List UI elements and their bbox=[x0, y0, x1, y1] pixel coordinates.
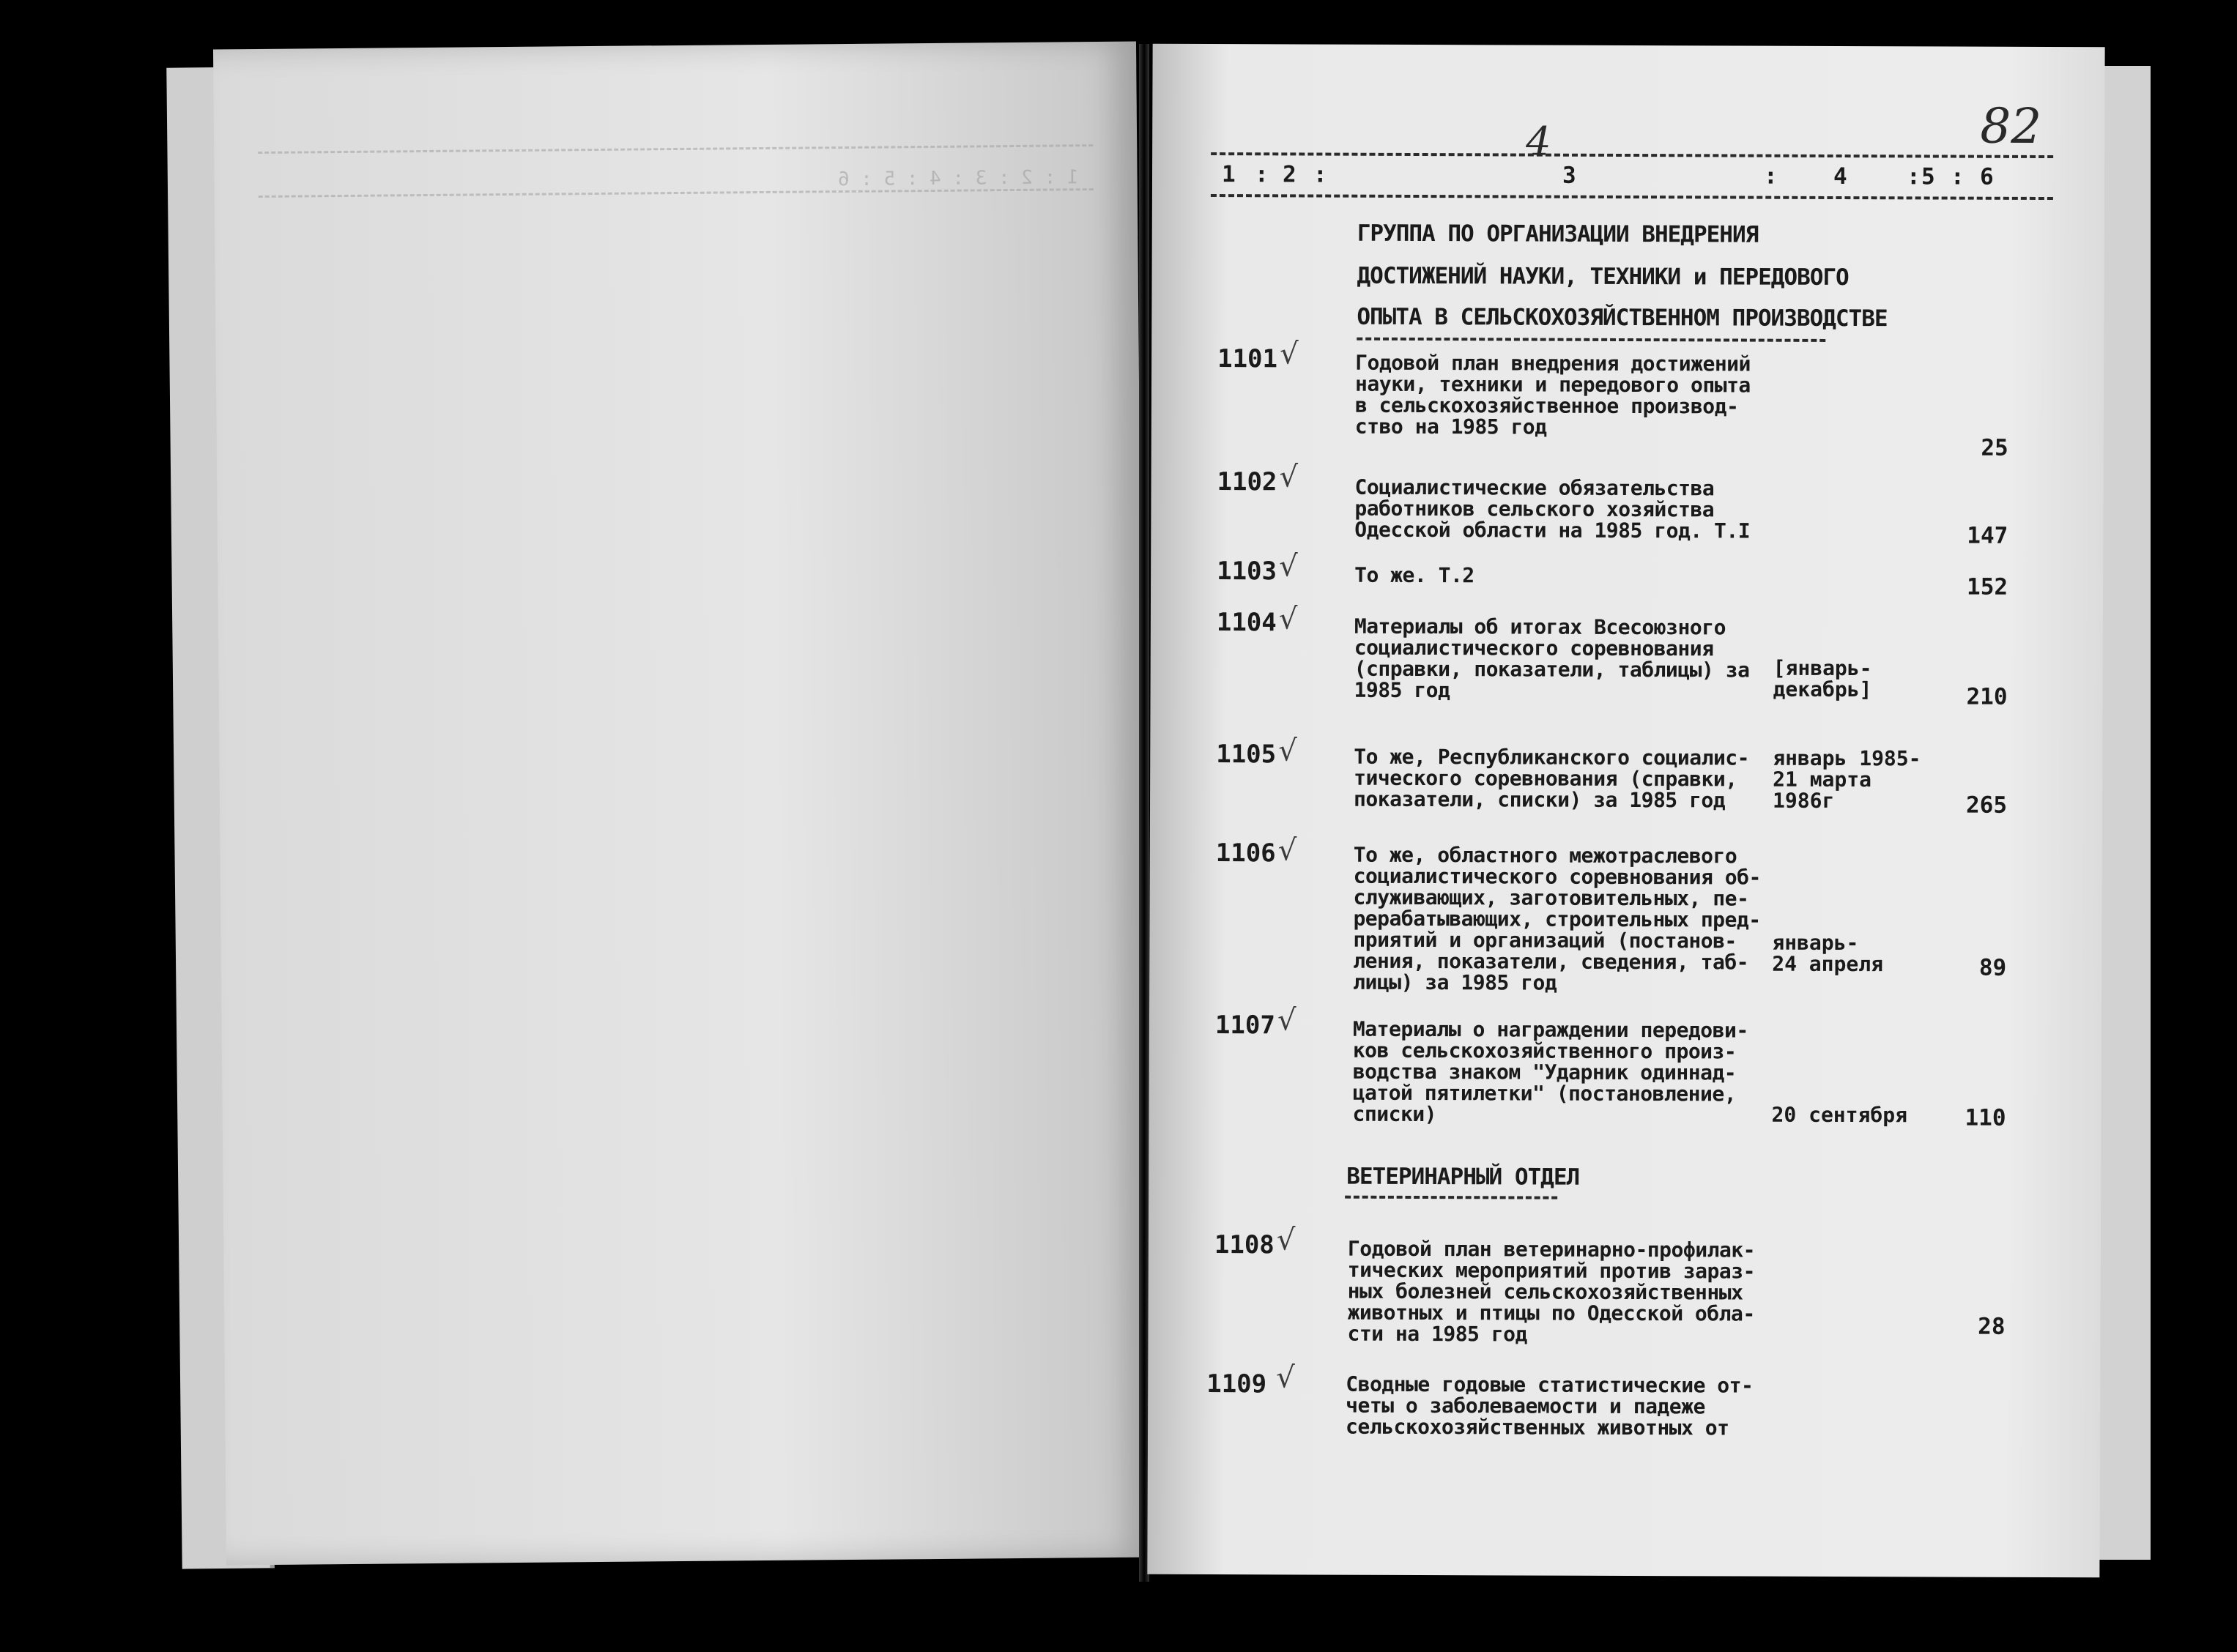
entry-sheet-count: 147 bbox=[1967, 522, 2008, 549]
entry-number: 1104 bbox=[1216, 608, 1277, 638]
section-title-line: ДОСТИЖЕНИЙ НАУКИ, ТЕХНИКИ и ПЕРЕДОВОГО bbox=[1357, 262, 1849, 291]
section-underline bbox=[1345, 1196, 1557, 1199]
entry-number: 1109 bbox=[1206, 1369, 1267, 1399]
check-mark-icon: √ bbox=[1276, 1223, 1296, 1257]
entry-dates: [январь- декабрь] bbox=[1773, 655, 1872, 702]
entry-sheet-count: 152 bbox=[1967, 573, 2008, 600]
check-mark-icon: √ bbox=[1276, 1361, 1295, 1395]
handwritten-folio-number: 82 bbox=[1980, 97, 2042, 155]
check-mark-icon: √ bbox=[1280, 337, 1299, 371]
entry-number: 1101 bbox=[1217, 344, 1278, 374]
entry-number: 1108 bbox=[1214, 1230, 1275, 1260]
column-1: 1 bbox=[1221, 161, 1236, 188]
entry-dates: 20 сентября bbox=[1771, 1102, 1908, 1128]
handwritten-page-number: 4 bbox=[1526, 118, 1551, 165]
column-3: 3 bbox=[1562, 162, 1576, 189]
entry-sheet-count: 28 bbox=[1978, 1313, 2006, 1340]
header-top-rule bbox=[1211, 152, 2053, 158]
section-title-line: ГРУППА ПО ОРГАНИЗАЦИИ ВНЕДРЕНИЯ bbox=[1357, 220, 1759, 248]
column-header: 1 : 2 : 3 : 4 : 5 : 6 bbox=[1221, 161, 1994, 190]
check-mark-icon: √ bbox=[1279, 549, 1298, 584]
check-mark-icon: √ bbox=[1278, 602, 1298, 636]
entry-sheet-count: 265 bbox=[1965, 792, 2008, 819]
entry-description: То же. Т.2 bbox=[1354, 562, 1474, 588]
left-page bbox=[213, 42, 1149, 1566]
header-bottom-rule bbox=[1211, 194, 2053, 200]
entry-sheet-count: 210 bbox=[1966, 683, 2008, 710]
entry-description: Годовой план внедрения достижений науки, техники и передового опыта в сельскохозяйственное производ- ство на 1985 год bbox=[1354, 350, 1751, 439]
entry-number: 1106 bbox=[1215, 838, 1276, 868]
entry-sheet-count: 89 bbox=[1978, 954, 2007, 981]
entry-description: Материалы об итогах Всесоюзного социалистического соревнования (справки, показатели, таблицы) за 1985 год bbox=[1354, 614, 1750, 703]
entry-number: 1107 bbox=[1214, 1011, 1275, 1041]
entry-description: То же, областного межотраслевого социалистического соревнования об- служивающих, заготовительных, пе- рерабатывающих, строительных пред- приятий и организаций (постанов- ления, показатели, сведения, таб- лицы) за 1985 год bbox=[1353, 842, 1761, 995]
section-title-line: ОПЫТА В СЕЛЬСКОХОЗЯЙСТВЕННОМ ПРОИЗВОДСТВЕ bbox=[1357, 303, 1888, 332]
entry-description: Материалы о награждении передови- ков сельскохозяйственного произ- водства знаком "Ударник одиннад- цатой пятилетки" (постановление, списки) bbox=[1352, 1016, 1748, 1127]
entry-description: Социалистические обязательства работников сельского хозяйства Одесской области на 1985 год. Т.I bbox=[1354, 475, 1751, 543]
column-2: 2 bbox=[1282, 161, 1296, 188]
column-4: 4 bbox=[1833, 163, 1847, 190]
check-mark-icon: √ bbox=[1279, 460, 1299, 494]
entry-dates: январь 1985- 21 марта 1986г bbox=[1772, 745, 1921, 813]
entry-description: Сводные годовые статистические от- четы о заболеваемости и падеже сельскохозяйственных животных от bbox=[1346, 1372, 1754, 1440]
check-mark-icon: √ bbox=[1277, 1003, 1296, 1038]
entry-description: То же, Республиканского социалис- тического соревнования (справки, показатели, списки) за 1985 год bbox=[1353, 744, 1750, 813]
entry-number: 1103 bbox=[1217, 557, 1277, 587]
check-mark-icon: √ bbox=[1278, 734, 1297, 768]
ghost-header: 1 : 2 : 3 : 4 : 5 : 6 bbox=[837, 166, 1079, 191]
entry-sheet-count: 25 bbox=[1981, 434, 2008, 461]
check-mark-icon: √ bbox=[1277, 833, 1297, 868]
bleed-through-text bbox=[213, 42, 1149, 1566]
section-title-line: ВЕТЕРИНАРНЫЙ ОТДЕЛ bbox=[1346, 1163, 1580, 1191]
entry-number: 1102 bbox=[1217, 467, 1277, 497]
column-6: 6 bbox=[1979, 163, 1994, 190]
column-5: 5 bbox=[1921, 163, 1935, 190]
right-page bbox=[1147, 44, 2104, 1578]
entry-number: 1105 bbox=[1216, 740, 1277, 770]
entry-description: Годовой план ветеринарно-профилак- тических мероприятий против зараз- ных болезней сельскохозяйственных животных и птицы по Одесской обла- сти на 1985 год bbox=[1347, 1236, 1756, 1347]
entry-sheet-count: 110 bbox=[1965, 1104, 2006, 1131]
entry-dates: январь- 24 апреля bbox=[1772, 930, 1884, 977]
section-underline bbox=[1357, 338, 1825, 342]
